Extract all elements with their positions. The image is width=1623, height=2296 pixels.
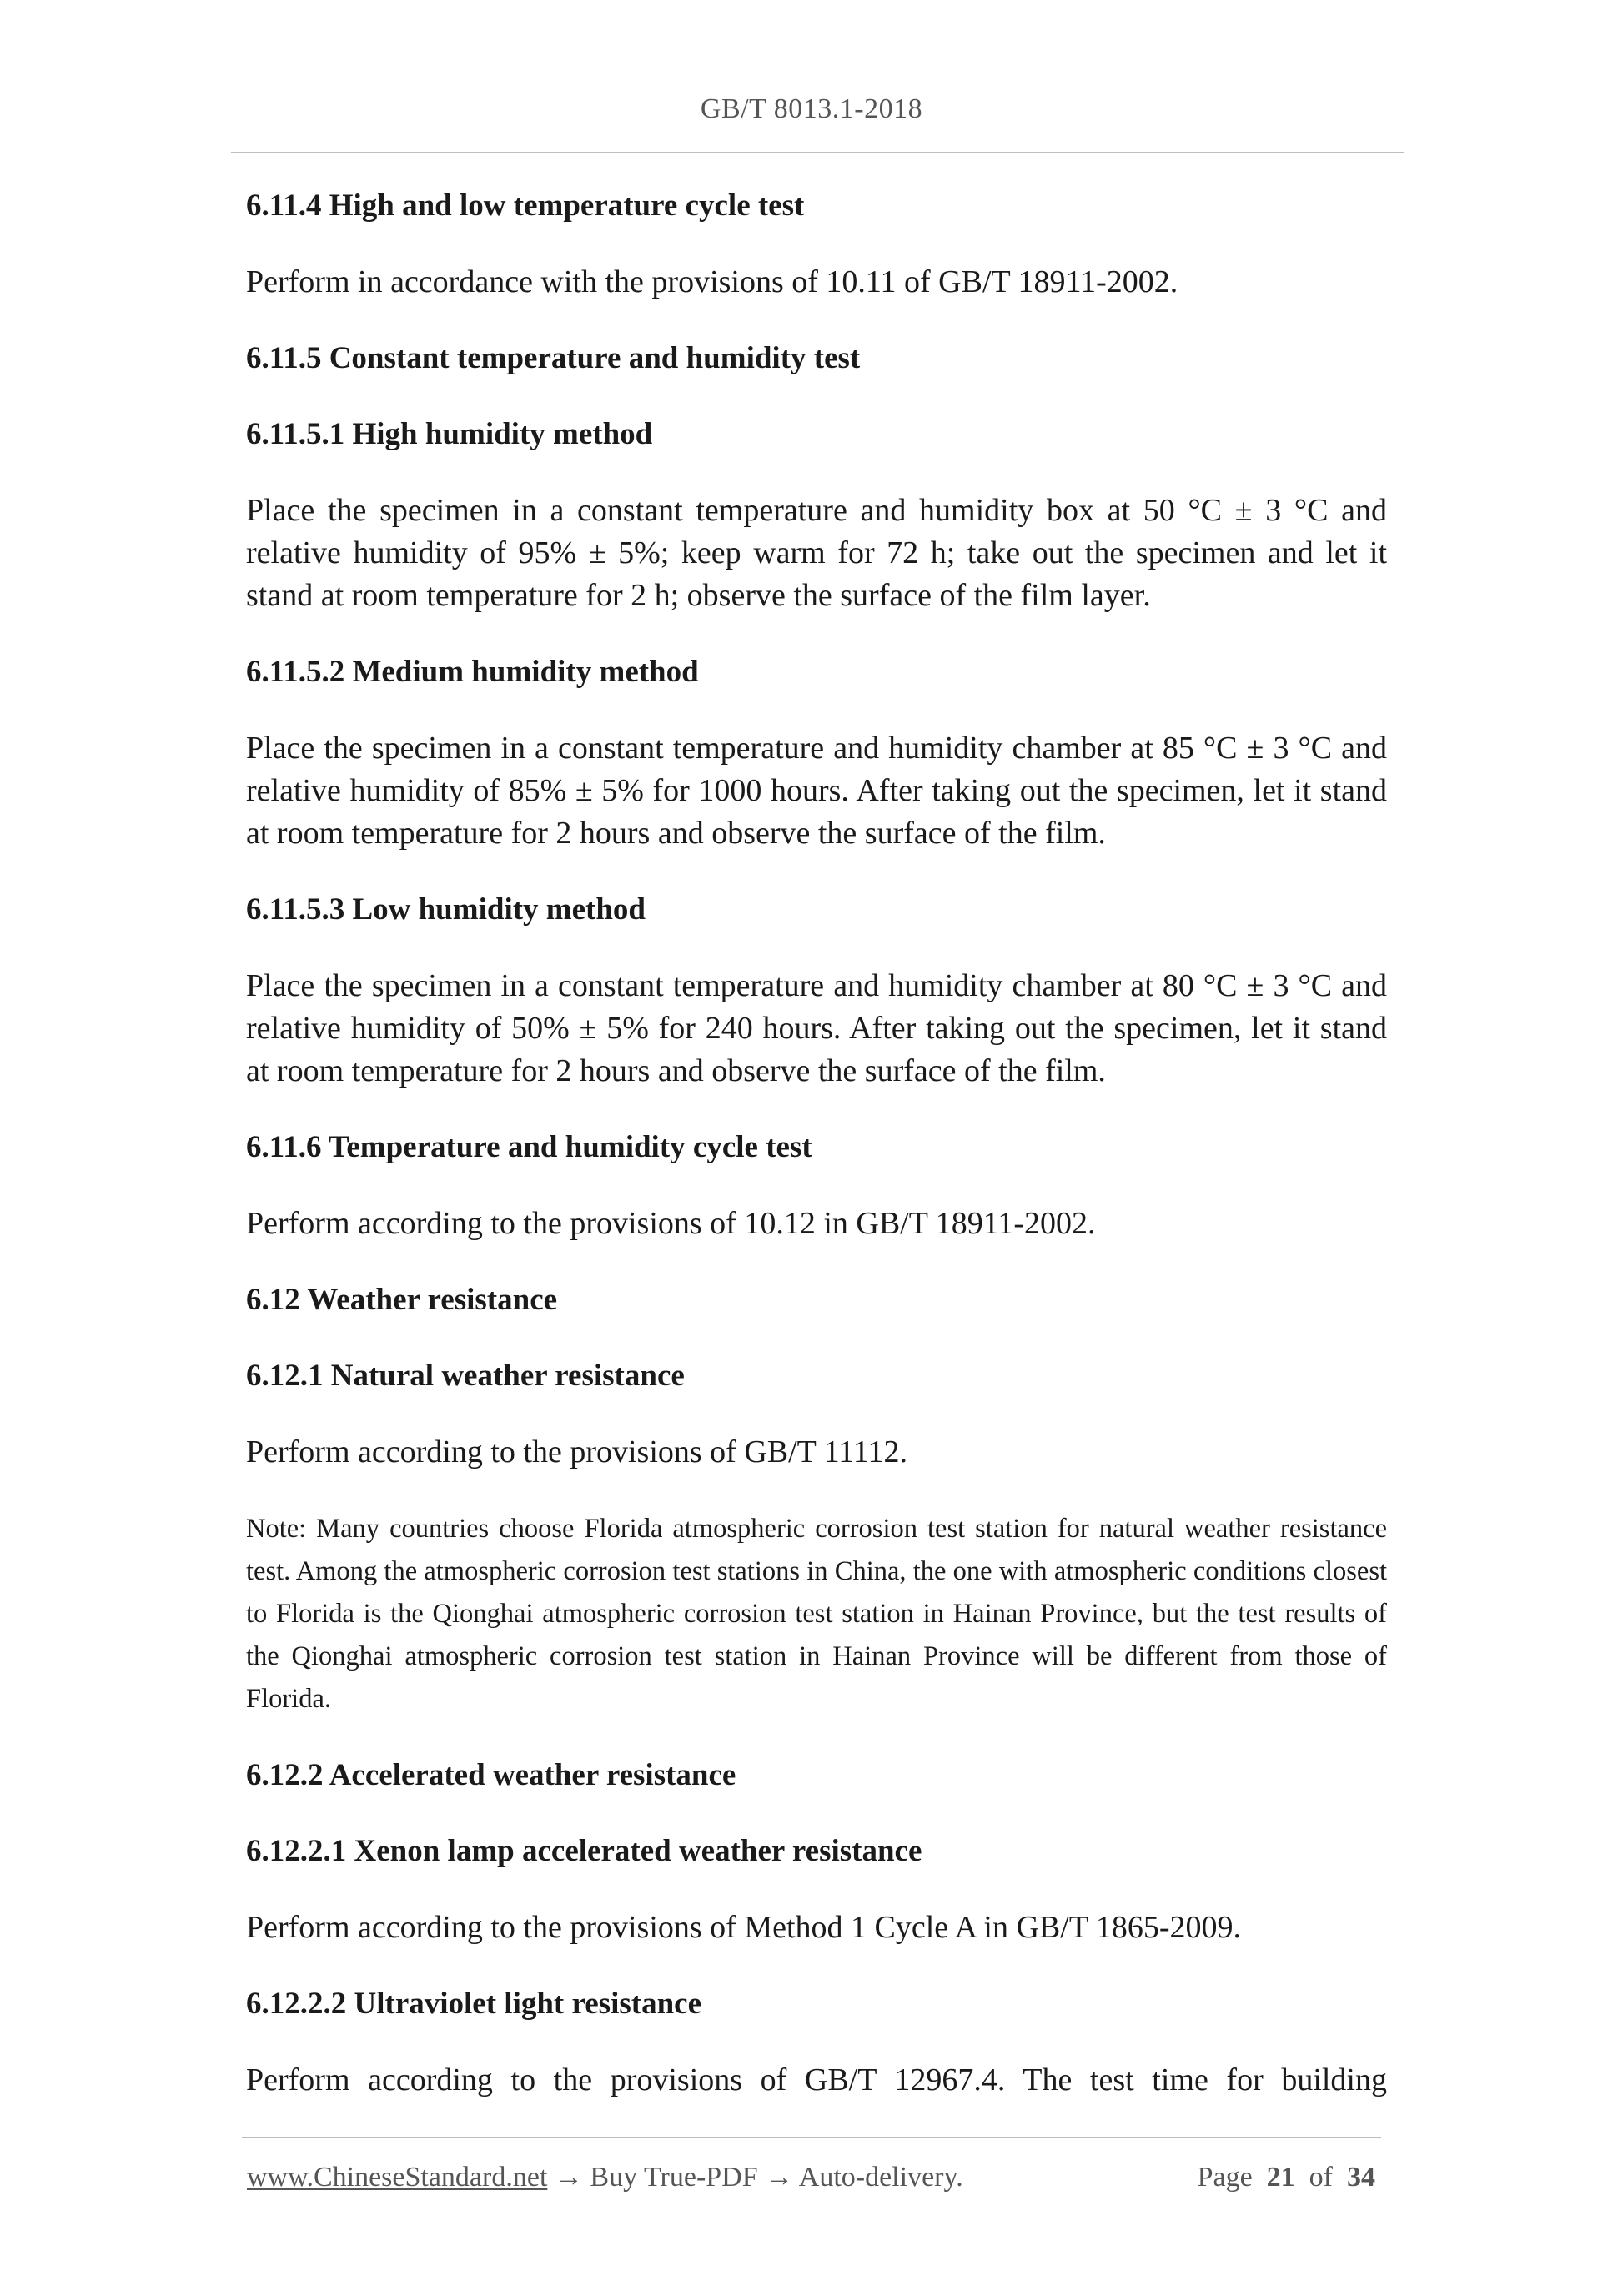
section-heading-6-11-6: 6.11.6 Temperature and humidity cycle test	[246, 1130, 812, 1164]
paragraph-6-11-6: Perform according to the provisions of 10.12 in GB/T 18911-2002.	[246, 1206, 1096, 1241]
paragraph-6-11-4: Perform in accordance with the provisions of 10.11 of GB/T 18911-2002.	[246, 264, 1178, 299]
section-heading-6-12-1: 6.12.1 Natural weather resistance	[246, 1359, 685, 1393]
paragraph-6-12-2-1: Perform according to the provisions of Method 1 Cycle A in GB/T 1865-2009.	[246, 1910, 1241, 1945]
section-heading-6-11-4: 6.11.4 High and low temperature cycle test	[246, 188, 805, 223]
current-page-number: 21	[1266, 2162, 1295, 2193]
note-paragraph: Note: Many countries choose Florida atmospheric corrosion test station for natural weather resistance test. Among the atmospheric corrosion test stations in China, the one with atmospheric conditions closest to Florida is the Qionghai atmospheric corrosion test station in Hainan Province, but the test results of the Qionghai atmospheric corrosion test station in Hainan Province will be different from those of Florida.	[246, 1514, 1387, 1714]
arrow-right-icon: →	[554, 2162, 583, 2193]
section-heading-6-12: 6.12 Weather resistance	[246, 1283, 558, 1317]
paragraph-6-11-5-1: Place the specimen in a constant temperature and humidity box at 50 °C ± 3 °C and relative humidity of 95% ± 5%; keep warm for 72 h; take out the specimen and let it stand at room temperature for 2 h; observe the surface of the film layer.	[246, 493, 1387, 613]
section-heading-6-11-5-3: 6.11.5.3 Low humidity method	[246, 892, 646, 927]
footer-divider	[242, 2137, 1381, 2138]
section-heading-6-11-5-2: 6.11.5.2 Medium humidity method	[246, 655, 699, 689]
page-label: Page	[1197, 2162, 1253, 2193]
auto-delivery-text: Auto-delivery.	[798, 2162, 963, 2193]
paragraph-6-12-1: Perform according to the provisions of GB/T 11112.	[246, 1434, 907, 1470]
paragraph-6-11-5-3: Place the specimen in a constant temperature and humidity chamber at 80 °C ± 3 °C and relative humidity of 50% ± 5% for 240 hours. After taking out the specimen, let it stand at room temperature for 2 hours and observe the surface of the film.	[246, 968, 1387, 1088]
buy-pdf-text: Buy True-PDF	[590, 2162, 758, 2193]
website-link[interactable]: www.ChineseStandard.net	[247, 2162, 548, 2193]
paragraph-6-11-5-2: Place the specimen in a constant temperature and humidity chamber at 85 °C ± 3 °C and relative humidity of 85% ± 5% for 1000 hours. After taking out the specimen, let it stand at room temperature for 2 hours and observe the surface of the film.	[246, 731, 1387, 851]
of-label: of	[1309, 2162, 1333, 2193]
paragraph-6-12-2-2: Perform according to the provisions of GB/T 12967.4. The test time for building	[246, 2062, 1387, 2098]
section-heading-6-12-2: 6.12.2 Accelerated weather resistance	[246, 1758, 736, 1792]
arrow-right-icon: →	[765, 2162, 794, 2193]
section-heading-6-12-2-2: 6.12.2.2 Ultraviolet light resistance	[246, 1987, 702, 2021]
document-body	[246, 185, 1387, 2136]
section-heading-6-11-5: 6.11.5 Constant temperature and humidity test	[246, 341, 861, 375]
section-heading-6-12-2-1: 6.12.2.1 Xenon lamp accelerated weather resistance	[246, 1834, 922, 1868]
footer-promo	[247, 2162, 963, 2193]
header-divider	[231, 152, 1404, 153]
page-header: GB/T 8013.1-2018	[700, 93, 923, 124]
section-heading-6-11-5-1: 6.11.5.1 High humidity method	[246, 417, 653, 451]
page-indicator	[1198, 2162, 1375, 2193]
total-pages-number: 34	[1347, 2162, 1375, 2193]
